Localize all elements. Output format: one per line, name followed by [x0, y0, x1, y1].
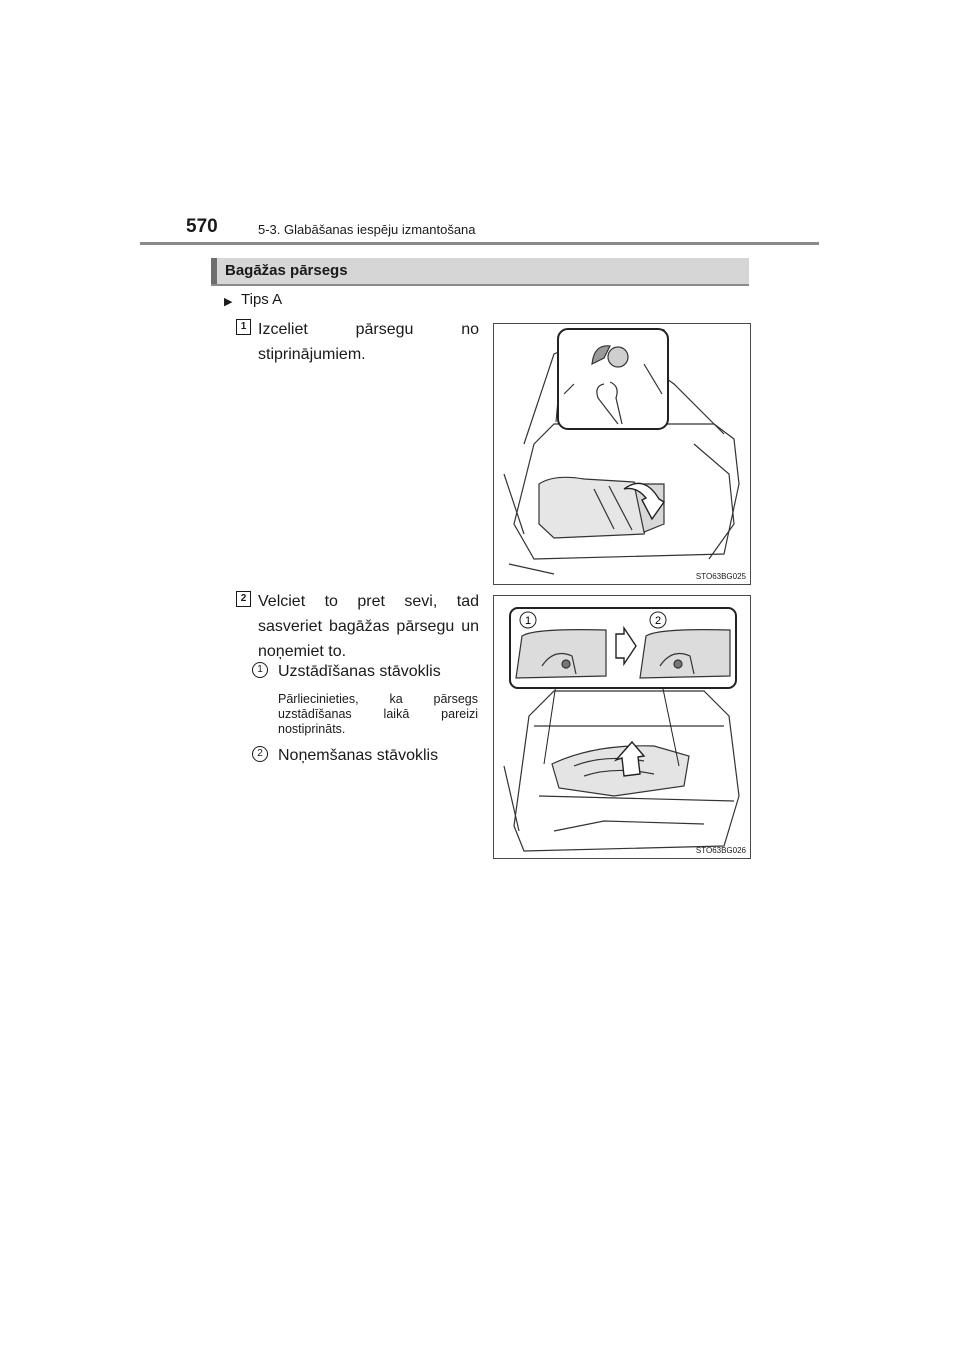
step-1-number: 1: [236, 319, 251, 335]
callout-1: 1: [524, 615, 532, 627]
item-1-note: Pārliecinieties, ka pārsegs uzstādīšanas laikā pareizi nostiprināts.: [278, 692, 478, 736]
section-heading-rule: [211, 284, 749, 286]
triangle-bullet-icon: ▶: [224, 296, 233, 308]
figure-2-code: STO63BG026: [695, 846, 746, 855]
page-number: 570: [186, 216, 218, 237]
section-title: Bagāžas pārsegs: [225, 262, 348, 279]
step-1-text: Izceliet pārsegu no stiprinājumiem.: [258, 321, 479, 363]
item-1-label: Uzstādīšanas stāvoklis: [278, 663, 441, 680]
section-reference: 5-3. Glabāšanas iespēju izmantošana: [258, 222, 476, 237]
hatchback-cover-illustration: [494, 324, 750, 584]
section-heading-bar: [211, 258, 749, 284]
figure-1-code: STO63BG025: [695, 572, 746, 581]
step-2-text: Velciet to pret sevi, tad sasveriet bagāžas pārsegu un noņemiet to.: [258, 593, 479, 660]
figure-remove-cover: [493, 323, 751, 585]
section-heading-accent: [211, 258, 217, 284]
cover-positions-illustration: [494, 596, 750, 858]
callout-2: 2: [654, 615, 662, 627]
header-rule: [140, 242, 819, 245]
item-1-number: 1: [252, 662, 268, 678]
item-2-label: Noņemšanas stāvoklis: [278, 747, 439, 764]
type-label: Tips A: [241, 291, 283, 308]
step-2-number: 2: [236, 591, 251, 607]
figure-cover-positions: [493, 595, 751, 859]
item-2-number: 2: [252, 746, 268, 762]
